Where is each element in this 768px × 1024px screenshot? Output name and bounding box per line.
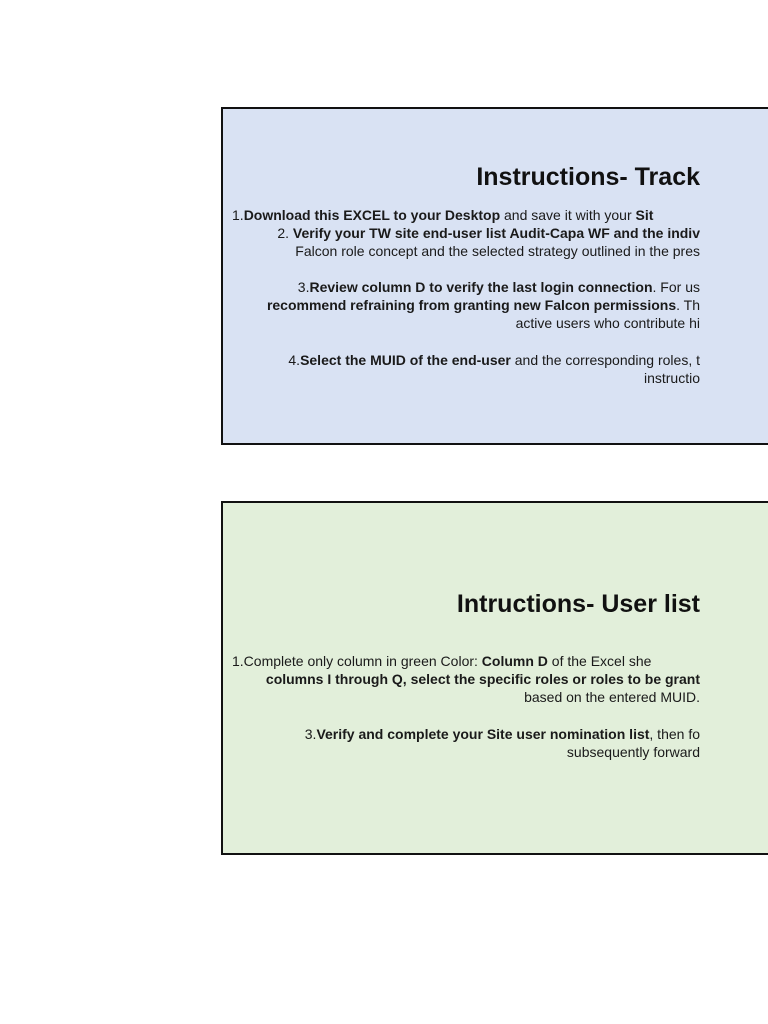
user-list-step-1: 1.Complete only column in green Color: Column D of the Excel she xyxy=(232,653,652,669)
tracking-step-3: 3.Review column D to verify the last login connection. For us xyxy=(297,279,700,295)
tracking-step-3-continued: recommend refraining from granting new Falcon permissions. Th xyxy=(266,297,700,313)
user-list-step-3: 3.Verify and complete your Site user nomination list, then fo xyxy=(304,726,700,742)
user-list-instructions-panel xyxy=(221,501,768,855)
user-list-instructions-title: Intructions- User list xyxy=(456,590,700,618)
tracking-step-4: 4.Select the MUID of the end-user and the corresponding roles, t xyxy=(288,352,700,368)
tracking-step-4-continued: instructio xyxy=(643,370,700,386)
user-list-step-1-continued: columns I through Q, select the specific roles or roles to be grant xyxy=(265,671,700,687)
tracking-step-3-continued-2: active users who contribute hi xyxy=(515,315,700,331)
user-list-step-1-continued-2: based on the entered MUID. xyxy=(524,689,700,705)
tracking-step-1: 1.Download this EXCEL to your Desktop and save it with your Sit xyxy=(232,207,654,223)
tracking-instructions-title: Instructions- Track xyxy=(476,163,700,191)
tracking-instructions-panel xyxy=(221,107,768,445)
tracking-step-2-continued: Falcon role concept and the selected strategy outlined in the pres xyxy=(295,243,700,259)
user-list-step-3-continued: subsequently forward xyxy=(566,744,700,760)
tracking-step-2: 2. Verify your TW site end-user list Audit-Capa WF and the indiv xyxy=(277,225,700,241)
